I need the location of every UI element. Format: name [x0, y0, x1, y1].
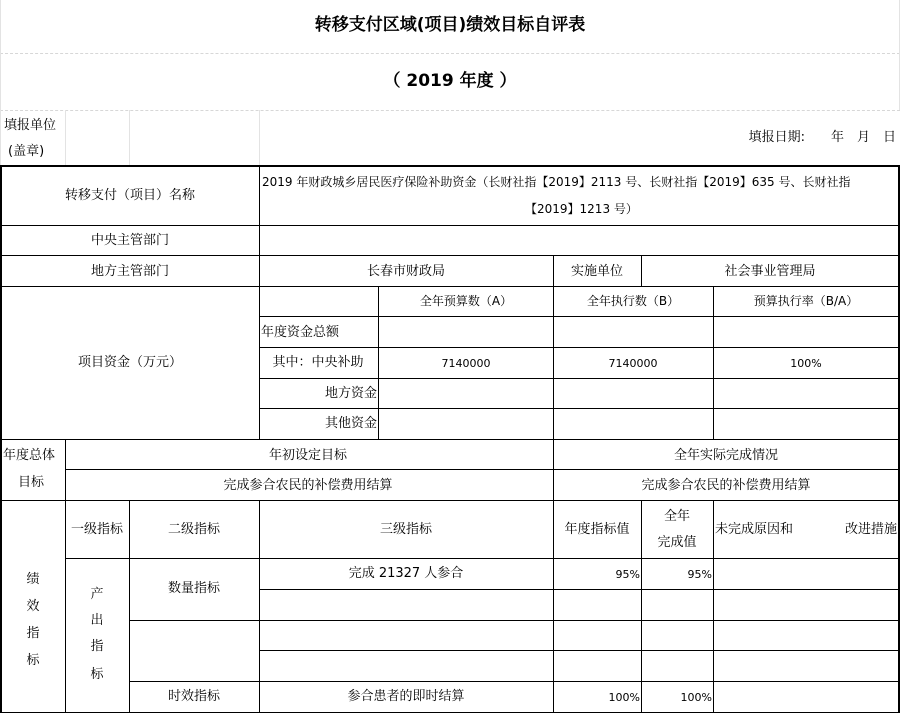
funds-row-central-budget: 7140000 [441, 357, 491, 370]
header-gridline [65, 110, 66, 165]
funds-row-central-rate: 100% [790, 357, 822, 370]
funds-row-total-label: 年度资金总额 [261, 325, 340, 340]
indicator-row-target: 100% [608, 691, 640, 704]
funds-row-local-label: 地方资金 [324, 386, 377, 401]
local-dept-value: 长春市财政局 [366, 264, 446, 279]
header-gridline [0, 110, 1, 165]
fill-date: 填报日期: 年 月 日 [748, 130, 896, 145]
section-char: 效 [26, 599, 40, 614]
funds-row-central-label: 其中：中央补助 [272, 355, 364, 370]
col-measure-header: 改进措施 [844, 522, 897, 537]
col-budget-header: 全年预算数（A） [419, 294, 513, 308]
filler-seal-label: (盖章) [8, 144, 45, 159]
indicator-row-actual: 95% [687, 568, 712, 581]
page-title: 转移支付区域(项目)绩效目标自评表 [314, 15, 586, 35]
indicator-row-actual: 100% [680, 691, 712, 704]
section-char: 绩 [26, 572, 40, 587]
initial-goal-header: 年初设定目标 [268, 448, 348, 463]
indicator-row-level3: 参合患者的即时结算 [347, 689, 465, 704]
col-target-header: 年度指标值 [564, 522, 630, 537]
header-gridline [0, 110, 900, 111]
section-char: 标 [26, 653, 40, 668]
actual-goal-value: 完成参合农民的补偿费用结算 [641, 478, 811, 493]
col-reason-header: 未完成原因和 [715, 522, 794, 537]
initial-goal-value: 完成参合农民的补偿费用结算 [223, 478, 393, 493]
funds-row-other-label: 其他资金 [324, 416, 377, 431]
col-actual-header-line1: 全年 [663, 509, 691, 524]
project-funds-label: 项目资金（万元） [77, 355, 183, 370]
section-char: 指 [26, 626, 40, 641]
col-rate-header: 预算执行率（B/A） [753, 294, 859, 308]
col-actual-header-line2: 完成值 [657, 535, 697, 550]
col-level2-header: 二级指标 [167, 522, 221, 537]
output-char: 指 [90, 639, 104, 654]
header-gridline [129, 110, 130, 165]
output-char: 出 [90, 613, 104, 628]
header-gridline [259, 110, 260, 165]
overall-goal-label-line2: 目标 [18, 475, 45, 490]
project-name-line1: 2019 年财政城乡居民医疗保险补助资金（长财社指【2019】2113 号、长财社指【2019】635 号、长财社指 [262, 175, 851, 189]
actual-goal-header: 全年实际完成情况 [673, 448, 779, 463]
output-char: 标 [90, 667, 104, 682]
output-char: 产 [90, 587, 104, 602]
filler-unit-label: 填报单位 [4, 118, 57, 133]
header-gridline [0, 53, 900, 54]
timeliness-indicator-label: 时效指标 [167, 689, 221, 704]
indicator-row-level3: 完成 21327 人参合 [348, 566, 464, 581]
col-level1-header: 一级指标 [70, 522, 124, 537]
col-exec-header: 全年执行数（B） [586, 294, 680, 308]
local-dept-label: 地方主管部门 [90, 264, 170, 279]
indicator-row-target: 95% [615, 568, 640, 581]
funds-row-central-exec: 7140000 [608, 357, 658, 370]
year-subtitle: （ 2019 年度 ） [383, 71, 517, 91]
col-level3-header: 三级指标 [379, 522, 433, 537]
overall-goal-label-line1: 年度总体 [3, 448, 56, 463]
project-name-label: 转移支付（项目）名称 [64, 188, 196, 203]
project-name-line2: 【2019】1213 号） [525, 202, 638, 216]
central-dept-label: 中央主管部门 [90, 233, 170, 248]
quantity-indicator-label: 数量指标 [167, 581, 221, 596]
impl-unit-value: 社会事业管理局 [724, 264, 816, 279]
header-gridline [0, 0, 1, 110]
impl-unit-label: 实施单位 [570, 264, 624, 279]
